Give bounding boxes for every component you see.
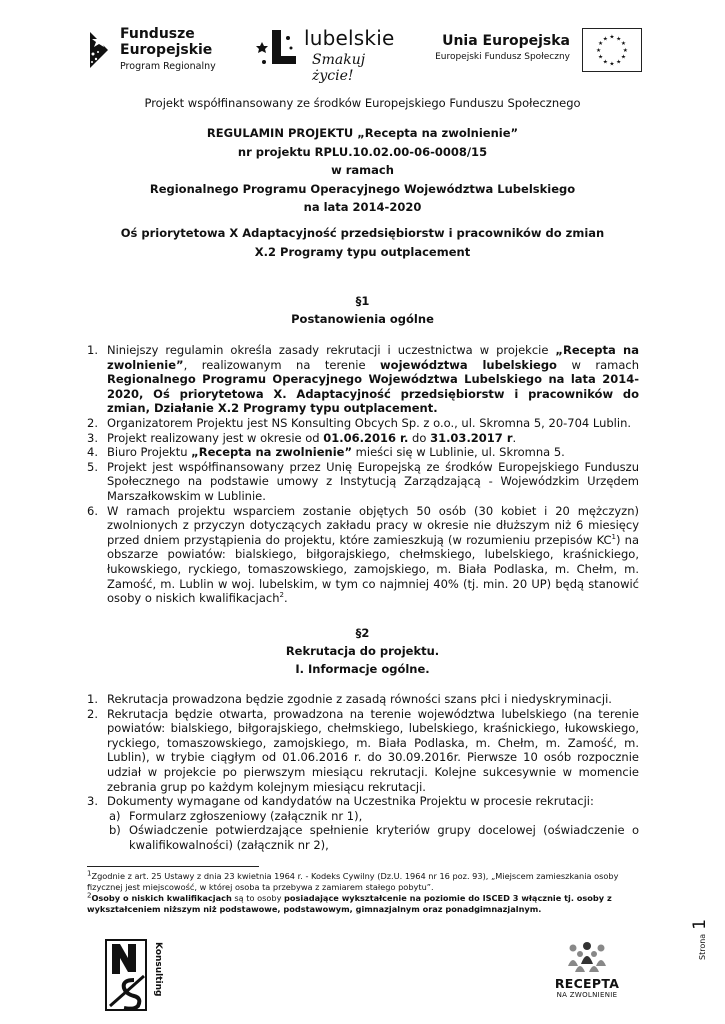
axis-line2: X.2 Programy typu outplacement: [254, 244, 471, 259]
title-line3: w ramach: [331, 163, 394, 177]
ns-konsulting-logo: [102, 936, 163, 1014]
footnote-ref: 1: [611, 532, 616, 541]
section1-title: Postanowienia ogólne: [291, 312, 434, 326]
svg-text:★: ★: [616, 59, 622, 66]
fe-line2: Europejskie: [120, 42, 213, 58]
footnote-1: $^1$Zgodnie z art. 25 Ustawy z dnia 23 kwietnia 1964 r. - Kodeks Cywilny (Dz.U. 1964 nr 16 poz. 93), „Miejscem zamieszkania osoby fizycznej jest miejscowość, w której osoba ta przebywa z zamiarem stałego pobytu”.: [87, 869, 619, 892]
unia-europejska-logo: [432, 28, 652, 84]
list-item: 2. Rekrutacja będzie otwarta, prowadzona na terenie województwa lubelskiego (na terenie powiatów: bialskiego, biłgorajskiego, chełmskiego, lubelskiego, kraśnickiego, łukowskiego, ryckiego, tomaszowskiego, zamojskiego, m. Biała Podlaska, m. Chełm, m. Zamość, m. Lublin), w trybie ciągłym od 01.06.2016 r. do 30.09.2016r. Pierwsze 10 osób rozpocznie udział w projekcie po pierwszym miesiącu rekrutacji. Kolejne sukcesywnie w momencie zebrania grup po każdym kolejnym miesiącu rekrutacji.: [87, 706, 639, 794]
section2-mark: §2: [355, 626, 370, 640]
fe-line3: Program Regionalny: [120, 61, 216, 72]
svg-text:★: ★: [616, 36, 622, 43]
svg-text:★: ★: [622, 47, 628, 54]
list-item: 3. Projekt realizowany jest w okresie od 01.06.2016 r. do 31.03.2017 r.: [87, 430, 517, 445]
list-item: 6. W ramach projektu wsparciem zostanie objętych 50 osób (30 kobiet i 20 mężczyzn) zwolnionych z przyczyn dotyczących zakładu pracy w okresie nie dłuższym niż 6 miesięcy przed dniem przystąpienia do projektu, które zamieszkują (w rozumieniu przepisów $KC^1$) na obszarze powiatów: bialskiego, biłgorajskiego, chełmskiego, lubelskiego, kraśnickiego, łukowskiego, ryckiego, tomaszowskiego, zamojskiego, m. Biała Podlaska, m. Chełm, m. Zamość, m. Lublin w woj. lubelskim, w tym co najmniej 40% (tj. min. 20 UP) będą stanowić osoby o niskich kwalifikacjach$^2$.: [87, 503, 640, 606]
footnotes: [87, 871, 640, 915]
section2-heading: [0, 624, 725, 678]
title-line2: nr projektu RPLU.10.02.00-06-0008/15: [237, 144, 488, 159]
ue-line2: Europejski Fundusz Społeczny: [435, 52, 570, 62]
page-label: Strona: [698, 933, 707, 960]
eu-flag-icon: [582, 28, 642, 72]
svg-text:★: ★: [620, 54, 627, 61]
lubelskie-name: lubelskie: [304, 26, 395, 50]
title-line1: REGULAMIN PROJEKTU „Recepta na zwolnienie”: [206, 126, 519, 140]
svg-text:★: ★: [609, 61, 615, 68]
section1-mark: §1: [355, 294, 370, 308]
recepta-line1: RECEPTA: [554, 976, 620, 991]
header-logos: [82, 22, 642, 84]
svg-text:★: ★: [620, 41, 627, 48]
recepta-line2: NA ZWOLNIENIE: [556, 991, 618, 999]
page-value: 1: [690, 918, 710, 930]
footnote-ref: 2: [279, 591, 285, 600]
section2-title: Rekrutacja do projektu.: [285, 644, 440, 658]
section2-subtitle: I. Informacje ogólne.: [295, 662, 430, 676]
people-group-icon: [564, 940, 610, 974]
lubelskie-logo: [258, 24, 408, 84]
ue-line1: Unia Europejska: [442, 33, 570, 49]
fe-line1: Fundusze: [120, 26, 195, 42]
section2-list: [87, 692, 639, 853]
svg-text:★: ★: [597, 41, 604, 48]
axis-line1: Oś priorytetowa X Adaptacyjność przedsiębiorstw i pracowników do zmian: [120, 226, 605, 240]
fundusze-europejskie-logo: [82, 22, 232, 78]
list-item: 1. Rekrutacja prowadzona będzie zgodnie z zasadą równości szans płci i niedyskryminacji.: [87, 692, 612, 706]
svg-text:★: ★: [597, 54, 604, 61]
svg-text:★: ★: [602, 59, 608, 66]
page-number: [690, 900, 710, 960]
list-item: 1. Niniejszy regulamin określa zasady rekrutacji i uczestnictwa w projekcie „Recepta na zwolnienie”, realizowanym na terenie województwa lubelskiego w ramach Regionalnego Programu Operacyjnego Województwa Lubelskiego na lata 2014-2020, Oś priorytetowa X. Adaptacyjność przedsiębiorstw i pracowników do zmian, Działanie X.2 Programy typu outplacement.: [87, 343, 639, 416]
svg-text:★: ★: [609, 34, 615, 41]
priority-axis: [0, 224, 725, 261]
funding-line: Projekt współfinansowany ze środków Europejskiego Funduszu Społecznego: [144, 96, 581, 110]
ns-konsulting-text: Konsulting: [153, 942, 163, 997]
lubelskie-slogan: Smakuj życie!: [312, 52, 366, 84]
fe-star-icon: [84, 28, 114, 72]
list-item: 3. Dokumenty wymagane od kandydatów na Uczestnika Projektu w procesie rekrutacji: a) Formularz zgłoszeniowy (załącznik nr 1), b) Oświadczenie potwierdzające spełnienie kryteriów grupy docelowej (oświadczenie o kwalifikowalności) (załącznik nr 2),: [87, 794, 639, 852]
list-item: 5. Projekt jest współfinansowany przez Unię Europejską ze środków Europejskiego Funduszu Społecznego na podstawie umowy z Instytucją Zarządzającą - Wojewódzkim Urzędem Marszałkowskim w Lublinie.: [87, 459, 639, 503]
list-item: 4. Biuro Projektu „Recepta na zwolnienie” mieści się w Lublinie, ul. Skromna 5.: [87, 445, 565, 460]
title-line4: Regionalnego Programu Operacyjnego Województwa Lubelskiego: [149, 181, 576, 196]
svg-text:★: ★: [602, 36, 608, 43]
svg-text:★: ★: [596, 47, 602, 54]
footnote-divider: [87, 866, 259, 867]
footnote-2: $^2$Osoby o niskich kwalifikacjach są to osoby posiadające wykształcenie na poziomie do ISCED 3 włącznie tj. osoby z wykształceniem niższym niż podstawowe, podstawowym, gimnazjalnym oraz ponadgimnazjalnym.: [87, 891, 612, 914]
lubelskie-mark-icon: [258, 28, 298, 72]
section1-list: [87, 343, 639, 606]
list-item: 2. Organizatorem Projektu jest NS Konsulting Obcych Sp. z o.o., ul. Skromna 5, 20-704 Lublin.: [87, 415, 632, 430]
section1-heading: [0, 292, 725, 328]
sub-list-item: a) Formularz zgłoszeniowy (załącznik nr 1),: [109, 808, 363, 823]
recepta-logo: [552, 940, 622, 1020]
sub-list-item: b) Oświadczenie potwierdzające spełnienie kryteriów grupy docelowej (oświadczenie o kwalifikowalności) (załącznik nr 2),: [109, 823, 639, 852]
title-line5: na lata 2014-2020: [303, 200, 422, 214]
document-title: [0, 124, 725, 217]
